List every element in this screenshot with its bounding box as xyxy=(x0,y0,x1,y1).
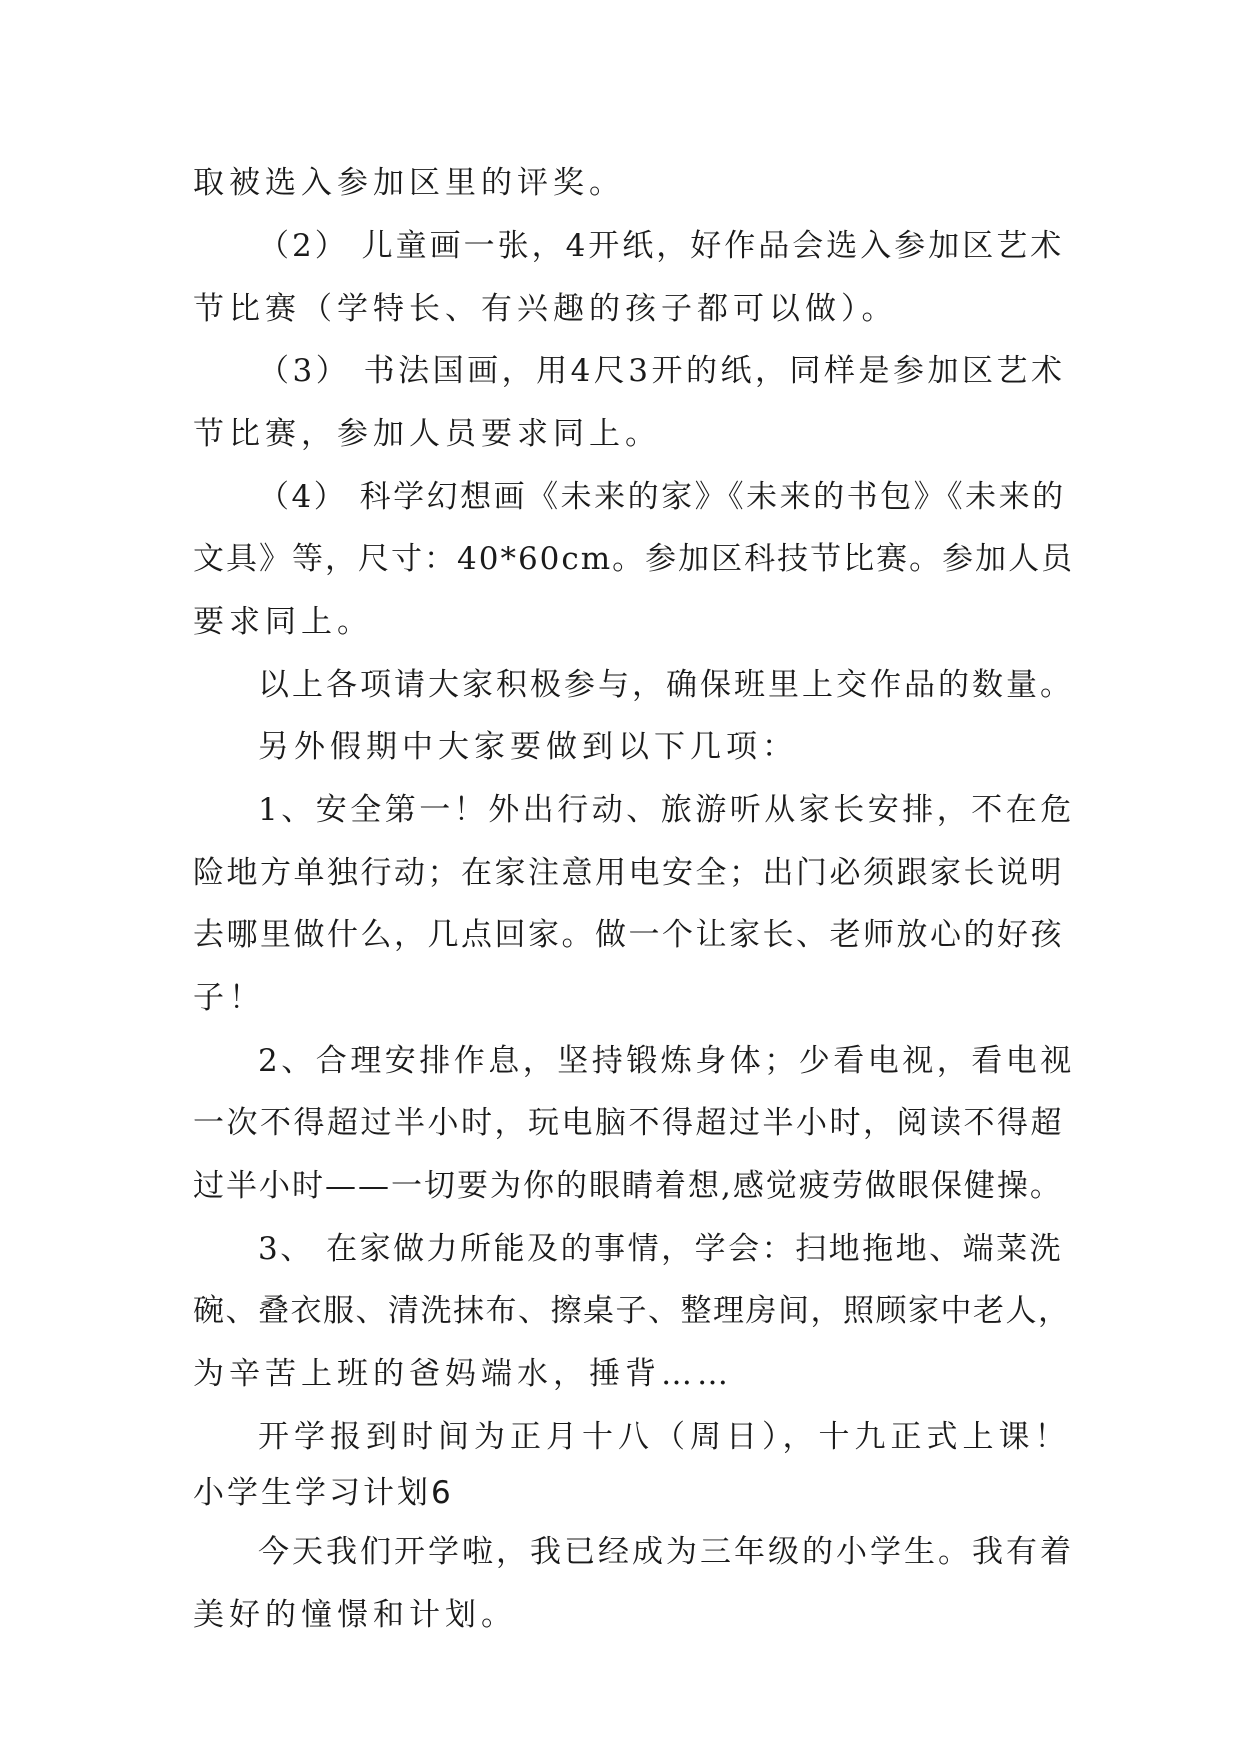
text-line: 另外假期中大家要做到以下几项： xyxy=(258,729,798,765)
text-line: 为辛苦上班的爸妈端水，捶背…… xyxy=(193,1356,733,1392)
text-line: 1、安全第一！外出行动、旅游听从家长安排，不在危 xyxy=(258,792,1075,828)
text-line: 取被选入参加区里的评奖。 xyxy=(193,165,625,201)
text-line: 碗、叠衣服、清洗抹布、擦桌子、整理房间，照顾家中老人， xyxy=(193,1293,1071,1329)
text-line: 今天我们开学啦，我已经成为三年级的小学生。我有着 xyxy=(258,1534,1074,1570)
text-line: 要求同上。 xyxy=(193,604,373,640)
text-line: （3） 书法国画，用4尺3开的纸，同样是参加区艺术 xyxy=(258,353,1066,389)
text-line: 险地方单独行动；在家注意用电安全；出门必须跟家长说明 xyxy=(193,855,1064,891)
text-line: （2） 儿童画一张，4开纸，好作品会选入参加区艺术 xyxy=(258,228,1065,264)
text-line: 一次不得超过半小时，玩电脑不得超过半小时，阅读不得超 xyxy=(193,1105,1064,1141)
text-line: 2、合理安排作息，坚持锻炼身体；少看电视，看电视 xyxy=(258,1043,1075,1079)
text-line: 美好的憧憬和计划。 xyxy=(193,1597,517,1633)
text-line: 3、 在家做力所能及的事情，学会：扫地拖地、端菜洗 xyxy=(258,1231,1064,1267)
text-line: 开学报到时间为正月十八（周日），十九正式上课！ xyxy=(258,1419,1071,1455)
section-heading: 小学生学习计划6 xyxy=(193,1475,454,1511)
text-line: 去哪里做什么，几点回家。做一个让家长、老师放心的好孩 xyxy=(193,917,1064,953)
text-line: 节比赛（学特长、有兴趣的孩子都可以做）。 xyxy=(193,291,898,327)
text-line: 节比赛，参加人员要求同上。 xyxy=(193,416,661,452)
text-line: 子！ xyxy=(193,980,265,1016)
text-line: 以上各项请大家积极参与，确保班里上交作品的数量。 xyxy=(258,667,1074,703)
text-line: 过半小时——一切要为你的眼睛着想,感觉疲劳做眼保健操。 xyxy=(193,1168,1063,1204)
text-line: 文具》等，尺寸：40*60cm。参加区科技节比赛。参加人员 xyxy=(193,541,1075,577)
text-line: （4） 科学幻想画《未来的家》《未来的书包》《未来的 xyxy=(258,479,1066,515)
